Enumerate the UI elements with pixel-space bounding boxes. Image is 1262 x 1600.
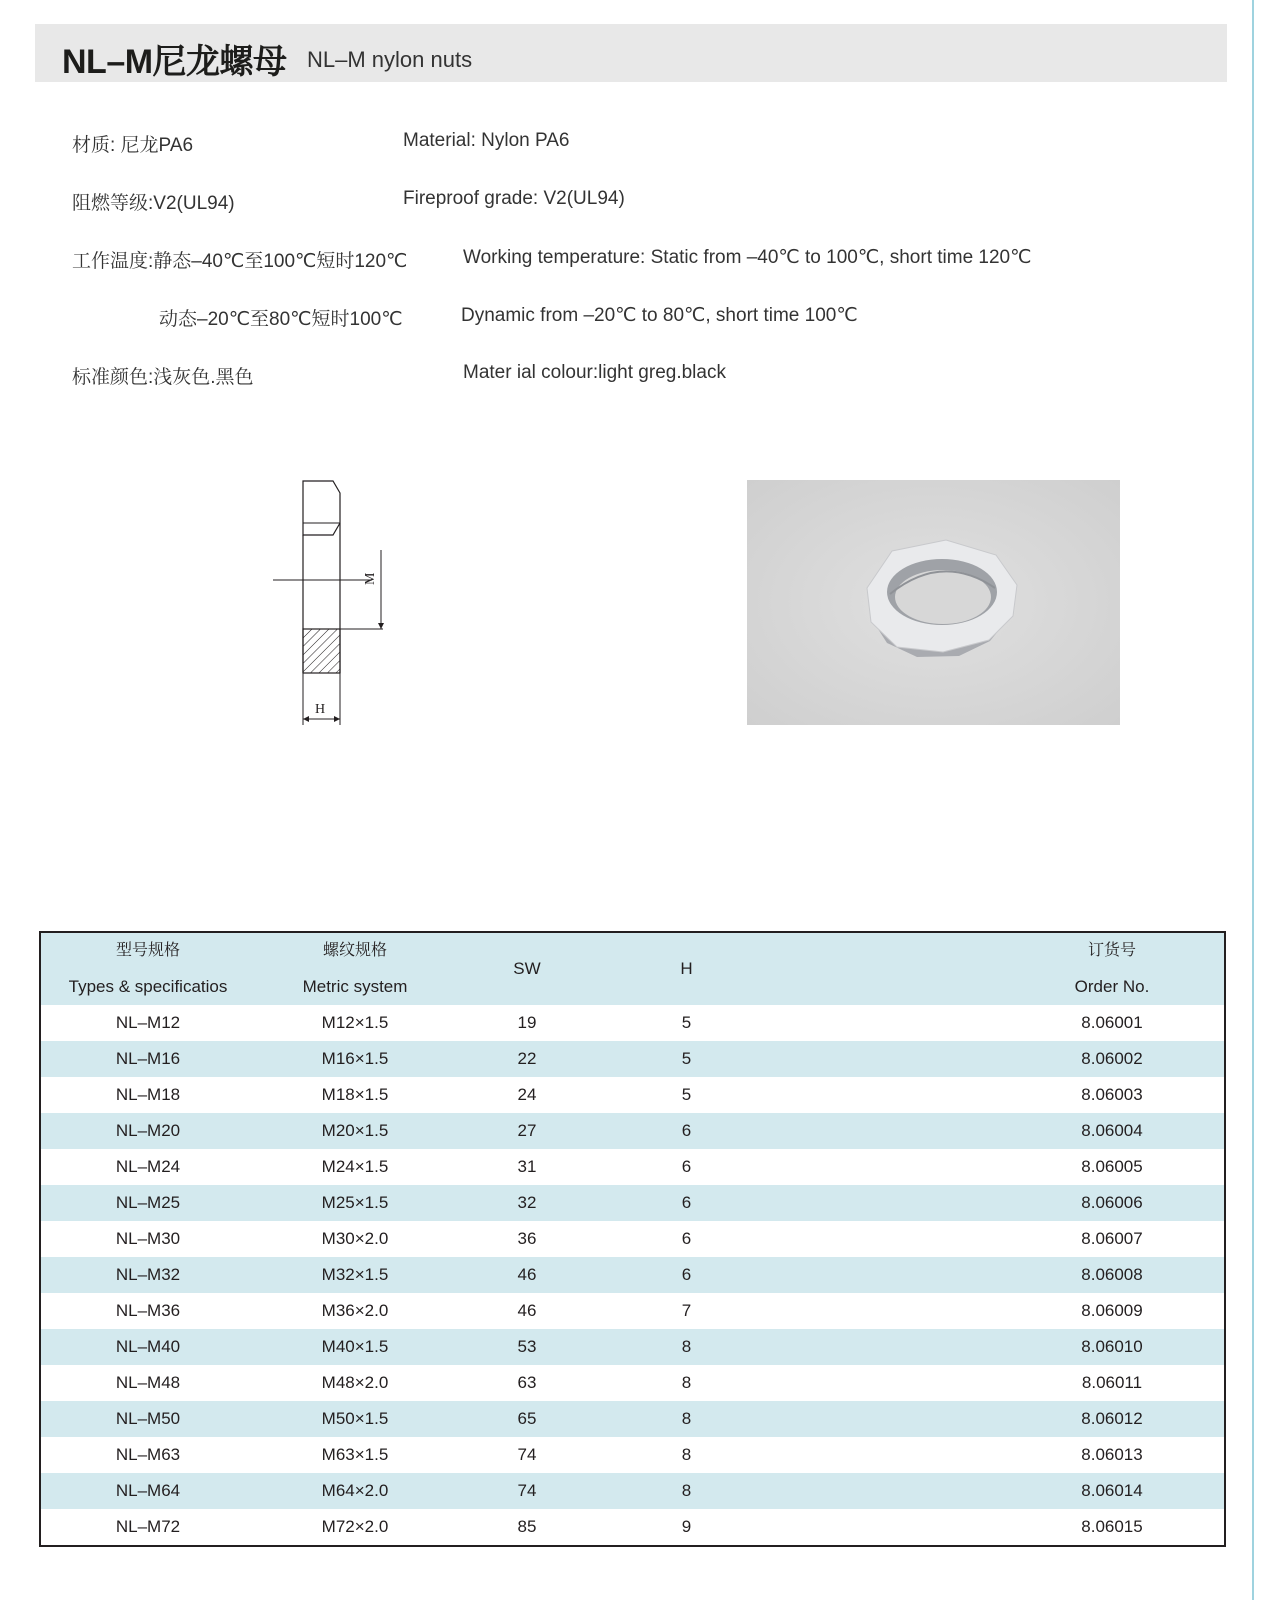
cell-h: 6 bbox=[599, 1221, 774, 1257]
cell-empty bbox=[774, 1293, 1000, 1329]
spec-colour-en: Mater ial colour:light greg.black bbox=[463, 362, 726, 383]
spec-material-cn: 材质: 尼龙PA6 bbox=[72, 135, 194, 156]
cell-empty bbox=[774, 1149, 1000, 1185]
cell-order: 8.06012 bbox=[1000, 1401, 1224, 1437]
table-row bbox=[41, 1473, 1224, 1509]
cell-type: NL–M72 bbox=[41, 1509, 255, 1545]
cell-empty bbox=[774, 1077, 1000, 1113]
cell-sw: 53 bbox=[455, 1329, 599, 1365]
cell-sw: 85 bbox=[455, 1509, 599, 1545]
cell-h: 8 bbox=[599, 1473, 774, 1509]
header-empty bbox=[774, 933, 1000, 1005]
spec-temp-en: Working temperature: Static from –40℃ to 100℃, short time 120℃ bbox=[463, 247, 1032, 268]
cell-thread: M18×1.5 bbox=[255, 1077, 455, 1113]
header-thread-en: Metric system bbox=[302, 977, 408, 996]
cell-thread: M48×2.0 bbox=[255, 1365, 455, 1401]
cell-h: 6 bbox=[599, 1113, 774, 1149]
cell-sw: 36 bbox=[455, 1221, 599, 1257]
cell-order: 8.06008 bbox=[1000, 1257, 1224, 1293]
cell-thread: M25×1.5 bbox=[255, 1185, 455, 1221]
spec-dynamic-en: Dynamic from –20℃ to 80℃, short time 100℃ bbox=[461, 305, 858, 326]
header-h: H bbox=[599, 933, 774, 1005]
cell-order: 8.06014 bbox=[1000, 1473, 1224, 1509]
cell-sw: 74 bbox=[455, 1473, 599, 1509]
cell-thread: M64×2.0 bbox=[255, 1473, 455, 1509]
cell-sw: 65 bbox=[455, 1401, 599, 1437]
cell-empty bbox=[774, 1473, 1000, 1509]
spec-temp-cn: 工作温度:静态–40℃至100℃短时120℃ bbox=[72, 251, 408, 272]
cell-type: NL–M24 bbox=[41, 1149, 255, 1185]
table-row bbox=[41, 1149, 1224, 1185]
cell-order: 8.06001 bbox=[1000, 1005, 1224, 1041]
cell-thread: M50×1.5 bbox=[255, 1401, 455, 1437]
cell-order: 8.06006 bbox=[1000, 1185, 1224, 1221]
spec-fire-cn: 阻燃等级:V2(UL94) bbox=[72, 193, 235, 214]
cell-h: 5 bbox=[599, 1077, 774, 1113]
spec-colour-cn: 标准颜色:浅灰色.黑色 bbox=[72, 367, 254, 388]
cell-type: NL–M40 bbox=[41, 1329, 255, 1365]
cell-h: 7 bbox=[599, 1293, 774, 1329]
cell-thread: M16×1.5 bbox=[255, 1041, 455, 1077]
header-thread bbox=[255, 933, 455, 1005]
cell-order: 8.06003 bbox=[1000, 1077, 1224, 1113]
cell-type: NL–M48 bbox=[41, 1365, 255, 1401]
cell-empty bbox=[774, 1113, 1000, 1149]
table-header-row bbox=[41, 933, 1224, 1005]
cell-order: 8.06005 bbox=[1000, 1149, 1224, 1185]
cell-thread: M24×1.5 bbox=[255, 1149, 455, 1185]
table-row bbox=[41, 1185, 1224, 1221]
cell-empty bbox=[774, 1221, 1000, 1257]
table-row bbox=[41, 1257, 1224, 1293]
header-type-cn: 型号规格 bbox=[115, 942, 180, 959]
cell-order: 8.06010 bbox=[1000, 1329, 1224, 1365]
spec-material-en: Material: Nylon PA6 bbox=[403, 130, 570, 151]
table-row bbox=[41, 1509, 1224, 1545]
cell-empty bbox=[774, 1365, 1000, 1401]
cell-h: 8 bbox=[599, 1401, 774, 1437]
table-row bbox=[41, 1077, 1224, 1113]
cell-type: NL–M16 bbox=[41, 1041, 255, 1077]
table-row bbox=[41, 1293, 1224, 1329]
cell-sw: 63 bbox=[455, 1365, 599, 1401]
table-row bbox=[41, 1005, 1224, 1041]
cell-sw: 74 bbox=[455, 1437, 599, 1473]
cell-type: NL–M25 bbox=[41, 1185, 255, 1221]
cell-h: 8 bbox=[599, 1365, 774, 1401]
cell-order: 8.06007 bbox=[1000, 1221, 1224, 1257]
cell-sw: 31 bbox=[455, 1149, 599, 1185]
cell-sw: 46 bbox=[455, 1257, 599, 1293]
cell-order: 8.06002 bbox=[1000, 1041, 1224, 1077]
cell-order: 8.06009 bbox=[1000, 1293, 1224, 1329]
cell-order: 8.06013 bbox=[1000, 1437, 1224, 1473]
cell-empty bbox=[774, 1401, 1000, 1437]
header-type-en: Types & specificatios bbox=[68, 977, 228, 996]
table-row bbox=[41, 1437, 1224, 1473]
cell-type: NL–M32 bbox=[41, 1257, 255, 1293]
cell-h: 8 bbox=[599, 1329, 774, 1365]
table-row bbox=[41, 1365, 1224, 1401]
header-order-en: Order No. bbox=[1074, 977, 1150, 996]
cell-h: 6 bbox=[599, 1257, 774, 1293]
cell-type: NL–M18 bbox=[41, 1077, 255, 1113]
cell-type: NL–M36 bbox=[41, 1293, 255, 1329]
table-row bbox=[41, 1113, 1224, 1149]
cell-thread: M30×2.0 bbox=[255, 1221, 455, 1257]
spec-table bbox=[39, 931, 1226, 1547]
dimension-label-m: M bbox=[363, 572, 378, 585]
cell-type: NL–M64 bbox=[41, 1473, 255, 1509]
cell-h: 6 bbox=[599, 1185, 774, 1221]
product-photo bbox=[747, 480, 1120, 725]
cell-sw: 19 bbox=[455, 1005, 599, 1041]
cell-thread: M72×2.0 bbox=[255, 1509, 455, 1545]
cell-h: 5 bbox=[599, 1005, 774, 1041]
cell-order: 8.06011 bbox=[1000, 1365, 1224, 1401]
table-row bbox=[41, 1221, 1224, 1257]
cell-sw: 32 bbox=[455, 1185, 599, 1221]
cell-sw: 24 bbox=[455, 1077, 599, 1113]
cell-h: 8 bbox=[599, 1437, 774, 1473]
cell-thread: M12×1.5 bbox=[255, 1005, 455, 1041]
cell-h: 9 bbox=[599, 1509, 774, 1545]
page-title: NL–M尼龙螺母 bbox=[62, 43, 287, 81]
table-row bbox=[41, 1041, 1224, 1077]
cell-sw: 22 bbox=[455, 1041, 599, 1077]
dimension-label-h: H bbox=[315, 702, 326, 717]
cell-type: NL–M12 bbox=[41, 1005, 255, 1041]
header-order-cn: 订货号 bbox=[1087, 942, 1136, 959]
cell-h: 5 bbox=[599, 1041, 774, 1077]
cell-type: NL–M30 bbox=[41, 1221, 255, 1257]
cell-empty bbox=[774, 1257, 1000, 1293]
cell-sw: 46 bbox=[455, 1293, 599, 1329]
cell-type: NL–M20 bbox=[41, 1113, 255, 1149]
spec-fire-en: Fireproof grade: V2(UL94) bbox=[403, 188, 625, 209]
header-sw: SW bbox=[455, 933, 599, 1005]
cell-empty bbox=[774, 1185, 1000, 1221]
technical-drawing bbox=[262, 475, 392, 730]
cell-empty bbox=[774, 1005, 1000, 1041]
table-row bbox=[41, 1401, 1224, 1437]
cell-order: 8.06015 bbox=[1000, 1509, 1224, 1545]
spec-dynamic-cn: 动态–20℃至80℃短时100℃ bbox=[159, 309, 403, 330]
header-thread-cn: 螺纹规格 bbox=[322, 942, 387, 959]
page-subtitle: NL–M nylon nuts bbox=[307, 47, 473, 72]
header-type bbox=[41, 933, 255, 1005]
cell-thread: M40×1.5 bbox=[255, 1329, 455, 1365]
cell-type: NL–M50 bbox=[41, 1401, 255, 1437]
header-order bbox=[1000, 933, 1224, 1005]
cell-h: 6 bbox=[599, 1149, 774, 1185]
table-row bbox=[41, 1329, 1224, 1365]
cell-thread: M20×1.5 bbox=[255, 1113, 455, 1149]
cell-thread: M63×1.5 bbox=[255, 1437, 455, 1473]
cell-empty bbox=[774, 1041, 1000, 1077]
cell-empty bbox=[774, 1437, 1000, 1473]
cell-empty bbox=[774, 1329, 1000, 1365]
page-edge-rule bbox=[1252, 0, 1254, 1600]
cell-thread: M36×2.0 bbox=[255, 1293, 455, 1329]
cell-type: NL–M63 bbox=[41, 1437, 255, 1473]
cell-thread: M32×1.5 bbox=[255, 1257, 455, 1293]
cell-empty bbox=[774, 1509, 1000, 1545]
cell-order: 8.06004 bbox=[1000, 1113, 1224, 1149]
cell-sw: 27 bbox=[455, 1113, 599, 1149]
